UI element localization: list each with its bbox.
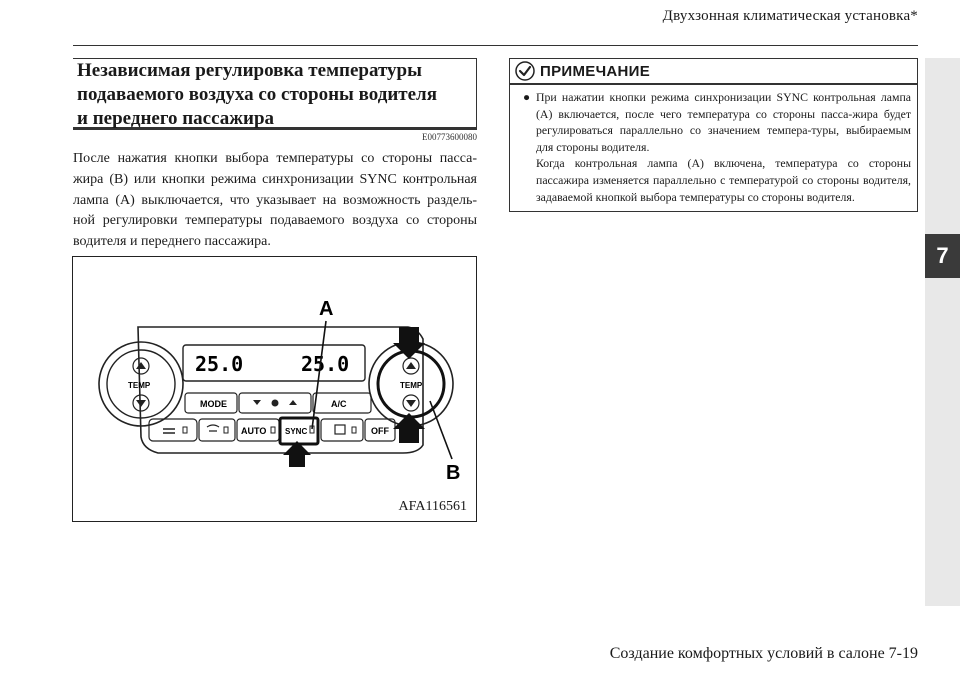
section-heading — [73, 58, 477, 130]
callout-b-leader — [430, 401, 452, 459]
footer-text: Создание комфортных условий в салоне 7-19 — [609, 645, 918, 662]
off-button-label: OFF — [371, 426, 389, 436]
chapter-side-strip — [925, 58, 960, 606]
ac-button-label: A/C — [331, 399, 347, 409]
auto-button-label: AUTO — [241, 426, 267, 436]
fan-icon — [272, 400, 279, 407]
fan-down-icon — [253, 400, 261, 405]
note-text-1: При нажатии кнопки режима синхронизации SYNC контрольная лампа (A) включается, после чего температура со стороны пасса-жира будет регулироваться параллельно со значением темпера-туры, выбираемым для стороны водителя. — [536, 90, 911, 154]
section-heading-line-1: Независимая регулировка температуры — [77, 60, 422, 81]
defrost-icon — [207, 425, 219, 431]
note-body — [523, 89, 911, 205]
rear-defrost-button — [321, 419, 363, 441]
left-temp-label: TEMP — [128, 381, 151, 390]
note-bullet: ● — [523, 90, 531, 104]
defrost-button — [199, 419, 235, 441]
right-temp-label: TEMP — [400, 381, 423, 390]
climate-panel-figure — [72, 256, 477, 522]
section-heading-line-2: подаваемого воздуха со стороны водителя — [77, 84, 437, 105]
section-code: E00773600080 — [422, 132, 477, 142]
display-left-temp: 25.0 — [195, 352, 244, 376]
callout-a-label: A — [319, 298, 334, 320]
note-box — [509, 58, 918, 212]
chapter-tab[interactable]: 7 — [925, 234, 960, 278]
climate-panel-illustration — [73, 257, 476, 521]
running-header-title: Двухзонная климатическая установка* — [662, 8, 918, 24]
section-heading-line-3: и переднего пассажира — [77, 108, 275, 129]
figure-id: AFA116561 — [398, 499, 467, 514]
arrow-up-icon — [393, 413, 425, 443]
note-check-icon — [514, 60, 536, 82]
fan-up-icon — [289, 400, 297, 405]
rear-defrost-icon — [335, 425, 345, 434]
mode-button-label: MODE — [200, 399, 227, 409]
callout-b-label: B — [446, 462, 461, 484]
recirc-icon — [163, 429, 175, 433]
display-right-temp: 25.0 — [301, 352, 350, 376]
sync-button-label: SYNC — [285, 427, 308, 436]
section-body-text: После нажатия кнопки выбора температуры со стороны пасса-жира (B) или кнопки режима синхронизации SYNC контрольная лампа (A) выключается, что указывает на возможность раздель-ной регулировки температуры подаваемого воздуха со стороны водителя и переднего пассажира. — [73, 151, 477, 250]
note-title: ПРИМЕЧАНИЕ — [540, 62, 651, 80]
header-rule — [73, 45, 918, 46]
note-header — [510, 59, 917, 85]
note-text-2: Когда контрольная лампа (A) включена, температура со стороны пассажира изменяется параллельно с температурой со стороны водителя, задаваемой кнопкой выбора температуры со стороны водителя. — [536, 156, 911, 204]
